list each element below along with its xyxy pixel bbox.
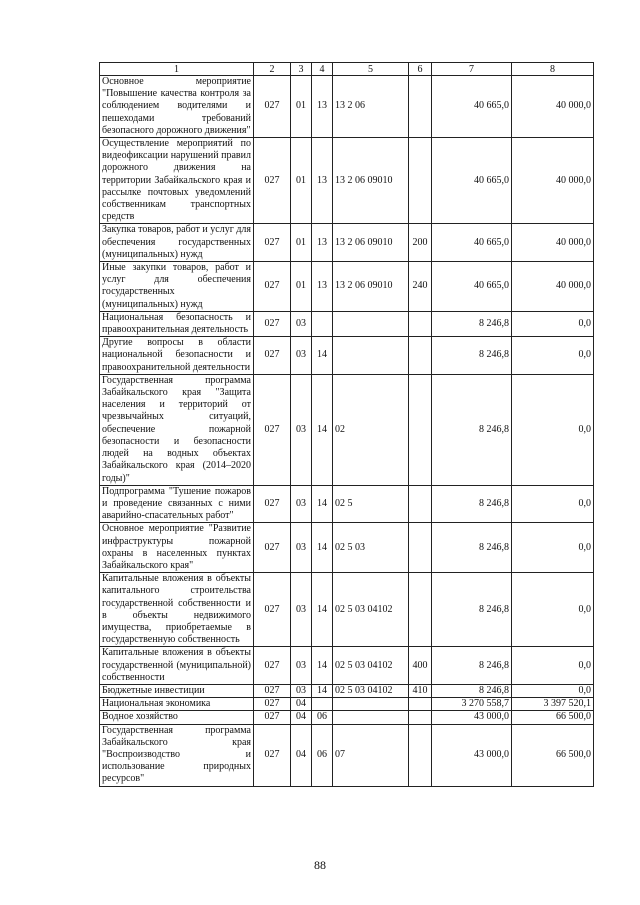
section-code: 01 bbox=[291, 224, 312, 262]
expense-type-code bbox=[409, 485, 432, 523]
section-code: 04 bbox=[291, 698, 312, 711]
target-item-code bbox=[333, 337, 409, 375]
amount-year-1: 40 665,0 bbox=[432, 224, 512, 262]
amount-year-2: 0,0 bbox=[512, 573, 594, 647]
expense-type-code: 240 bbox=[409, 262, 432, 312]
expense-type-code: 400 bbox=[409, 647, 432, 685]
admin-code: 027 bbox=[254, 224, 291, 262]
section-code: 03 bbox=[291, 573, 312, 647]
table-row bbox=[100, 711, 594, 724]
table-row bbox=[100, 698, 594, 711]
expense-type-code bbox=[409, 76, 432, 138]
row-description: Осуществление мероприятий по видеофиксации нарушений правил дорожного движения на территории Забайкальского края и рассылке почтовых уведомлений собственникам транспортных средств bbox=[100, 138, 254, 224]
header-cell: 2 bbox=[254, 63, 291, 76]
amount-year-1: 8 246,8 bbox=[432, 523, 512, 573]
expense-type-code bbox=[409, 711, 432, 724]
section-code: 01 bbox=[291, 76, 312, 138]
target-item-code: 02 5 03 04102 bbox=[333, 647, 409, 685]
row-description: Национальная экономика bbox=[100, 698, 254, 711]
subsection-code: 14 bbox=[312, 374, 333, 485]
row-description: Подпрограмма "Тушение пожаров и проведение связанных с ними аварийно-спасательных работ" bbox=[100, 485, 254, 523]
admin-code: 027 bbox=[254, 374, 291, 485]
section-code: 03 bbox=[291, 337, 312, 375]
header-cell: 8 bbox=[512, 63, 594, 76]
subsection-code: 14 bbox=[312, 684, 333, 697]
amount-year-1: 8 246,8 bbox=[432, 573, 512, 647]
expense-type-code bbox=[409, 573, 432, 647]
admin-code: 027 bbox=[254, 262, 291, 312]
row-description: Водное хозяйство bbox=[100, 711, 254, 724]
row-description: Другие вопросы в области национальной безопасности и правоохранительной деятельности bbox=[100, 337, 254, 375]
expense-type-code bbox=[409, 523, 432, 573]
subsection-code bbox=[312, 311, 333, 336]
expense-type-code bbox=[409, 698, 432, 711]
row-description: Основное мероприятие "Развитие инфраструктуры пожарной охраны в населенных пунктах Забайкальского края" bbox=[100, 523, 254, 573]
target-item-code: 02 5 03 04102 bbox=[333, 573, 409, 647]
target-item-code bbox=[333, 311, 409, 336]
expense-type-code bbox=[409, 724, 432, 786]
subsection-code: 14 bbox=[312, 573, 333, 647]
admin-code: 027 bbox=[254, 311, 291, 336]
admin-code: 027 bbox=[254, 573, 291, 647]
amount-year-1: 8 246,8 bbox=[432, 374, 512, 485]
target-item-code: 02 5 03 bbox=[333, 523, 409, 573]
table-row bbox=[100, 311, 594, 336]
subsection-code: 13 bbox=[312, 76, 333, 138]
amount-year-1: 40 665,0 bbox=[432, 138, 512, 224]
section-code: 03 bbox=[291, 523, 312, 573]
amount-year-2: 0,0 bbox=[512, 337, 594, 375]
table-row bbox=[100, 523, 594, 573]
table-row bbox=[100, 224, 594, 262]
subsection-code: 06 bbox=[312, 724, 333, 786]
subsection-code: 13 bbox=[312, 224, 333, 262]
table-row bbox=[100, 485, 594, 523]
subsection-code: 14 bbox=[312, 647, 333, 685]
target-item-code: 13 2 06 09010 bbox=[333, 224, 409, 262]
subsection-code: 13 bbox=[312, 138, 333, 224]
amount-year-1: 43 000,0 bbox=[432, 724, 512, 786]
subsection-code: 13 bbox=[312, 262, 333, 312]
amount-year-2: 0,0 bbox=[512, 374, 594, 485]
amount-year-2: 0,0 bbox=[512, 311, 594, 336]
section-code: 03 bbox=[291, 647, 312, 685]
amount-year-1: 8 246,8 bbox=[432, 485, 512, 523]
row-description: Бюджетные инвестиции bbox=[100, 684, 254, 697]
amount-year-1: 3 270 558,7 bbox=[432, 698, 512, 711]
table-row bbox=[100, 76, 594, 138]
amount-year-2: 66 500,0 bbox=[512, 724, 594, 786]
expense-type-code: 410 bbox=[409, 684, 432, 697]
admin-code: 027 bbox=[254, 523, 291, 573]
header-cell: 4 bbox=[312, 63, 333, 76]
subsection-code: 06 bbox=[312, 711, 333, 724]
row-description: Государственная программа Забайкальского края "Воспроизводство и использование природных ресурсов" bbox=[100, 724, 254, 786]
admin-code: 027 bbox=[254, 337, 291, 375]
expense-type-code bbox=[409, 311, 432, 336]
amount-year-1: 8 246,8 bbox=[432, 684, 512, 697]
admin-code: 027 bbox=[254, 711, 291, 724]
header-cell: 6 bbox=[409, 63, 432, 76]
amount-year-2: 0,0 bbox=[512, 684, 594, 697]
amount-year-2: 40 000,0 bbox=[512, 76, 594, 138]
amount-year-1: 8 246,8 bbox=[432, 337, 512, 375]
amount-year-2: 40 000,0 bbox=[512, 138, 594, 224]
target-item-code: 02 5 03 04102 bbox=[333, 684, 409, 697]
amount-year-1: 8 246,8 bbox=[432, 311, 512, 336]
expense-type-code: 200 bbox=[409, 224, 432, 262]
amount-year-2: 40 000,0 bbox=[512, 262, 594, 312]
amount-year-1: 40 665,0 bbox=[432, 76, 512, 138]
amount-year-1: 40 665,0 bbox=[432, 262, 512, 312]
header-cell: 3 bbox=[291, 63, 312, 76]
table-row bbox=[100, 684, 594, 697]
row-description: Национальная безопасность и правоохранительная деятельность bbox=[100, 311, 254, 336]
admin-code: 027 bbox=[254, 485, 291, 523]
subsection-code: 14 bbox=[312, 485, 333, 523]
target-item-code: 07 bbox=[333, 724, 409, 786]
table-row bbox=[100, 374, 594, 485]
expense-type-code bbox=[409, 337, 432, 375]
subsection-code: 14 bbox=[312, 337, 333, 375]
table-row bbox=[100, 138, 594, 224]
admin-code: 027 bbox=[254, 647, 291, 685]
target-item-code: 13 2 06 bbox=[333, 76, 409, 138]
row-description: Государственная программа Забайкальского края "Защита населения и территорий от чрезвычайных ситуаций, обеспечение пожарной безопасности и безопасности людей на водных объектах Забайкальского края (2014–2020 годы)" bbox=[100, 374, 254, 485]
amount-year-2: 66 500,0 bbox=[512, 711, 594, 724]
subsection-code: 14 bbox=[312, 523, 333, 573]
target-item-code: 13 2 06 09010 bbox=[333, 138, 409, 224]
section-code: 04 bbox=[291, 724, 312, 786]
amount-year-2: 40 000,0 bbox=[512, 224, 594, 262]
amount-year-1: 8 246,8 bbox=[432, 647, 512, 685]
table-header-row bbox=[100, 63, 594, 76]
expense-type-code bbox=[409, 138, 432, 224]
header-cell: 5 bbox=[333, 63, 409, 76]
amount-year-2: 0,0 bbox=[512, 485, 594, 523]
table-row bbox=[100, 647, 594, 685]
section-code: 03 bbox=[291, 374, 312, 485]
row-description: Основное мероприятие "Повышение качества контроля за соблюдением водителями и пешеходами требований безопасного дорожного движения" bbox=[100, 76, 254, 138]
admin-code: 027 bbox=[254, 138, 291, 224]
section-code: 03 bbox=[291, 311, 312, 336]
target-item-code bbox=[333, 711, 409, 724]
table-row bbox=[100, 337, 594, 375]
table-row bbox=[100, 724, 594, 786]
section-code: 04 bbox=[291, 711, 312, 724]
budget-table bbox=[99, 62, 594, 787]
amount-year-2: 0,0 bbox=[512, 647, 594, 685]
target-item-code: 02 5 bbox=[333, 485, 409, 523]
table-row bbox=[100, 573, 594, 647]
admin-code: 027 bbox=[254, 724, 291, 786]
table-row bbox=[100, 262, 594, 312]
amount-year-2: 3 397 520,1 bbox=[512, 698, 594, 711]
row-description: Капитальные вложения в объекты государственной (муниципальной) собственности bbox=[100, 647, 254, 685]
admin-code: 027 bbox=[254, 684, 291, 697]
section-code: 03 bbox=[291, 485, 312, 523]
header-cell: 7 bbox=[432, 63, 512, 76]
section-code: 03 bbox=[291, 684, 312, 697]
admin-code: 027 bbox=[254, 698, 291, 711]
target-item-code: 13 2 06 09010 bbox=[333, 262, 409, 312]
row-description: Иные закупки товаров, работ и услуг для обеспечения государственных (муниципальных) нужд bbox=[100, 262, 254, 312]
target-item-code: 02 bbox=[333, 374, 409, 485]
row-description: Капитальные вложения в объекты капитального строительства государственной собственности и в объекты недвижимого имущества, приобретаемые в государственную собственность bbox=[100, 573, 254, 647]
section-code: 01 bbox=[291, 138, 312, 224]
row-description: Закупка товаров, работ и услуг для обеспечения государственных (муниципальных) нужд bbox=[100, 224, 254, 262]
page-number: 88 bbox=[314, 858, 326, 872]
subsection-code bbox=[312, 698, 333, 711]
section-code: 01 bbox=[291, 262, 312, 312]
amount-year-2: 0,0 bbox=[512, 523, 594, 573]
admin-code: 027 bbox=[254, 76, 291, 138]
target-item-code bbox=[333, 698, 409, 711]
amount-year-1: 43 000,0 bbox=[432, 711, 512, 724]
expense-type-code bbox=[409, 374, 432, 485]
header-cell: 1 bbox=[100, 63, 254, 76]
